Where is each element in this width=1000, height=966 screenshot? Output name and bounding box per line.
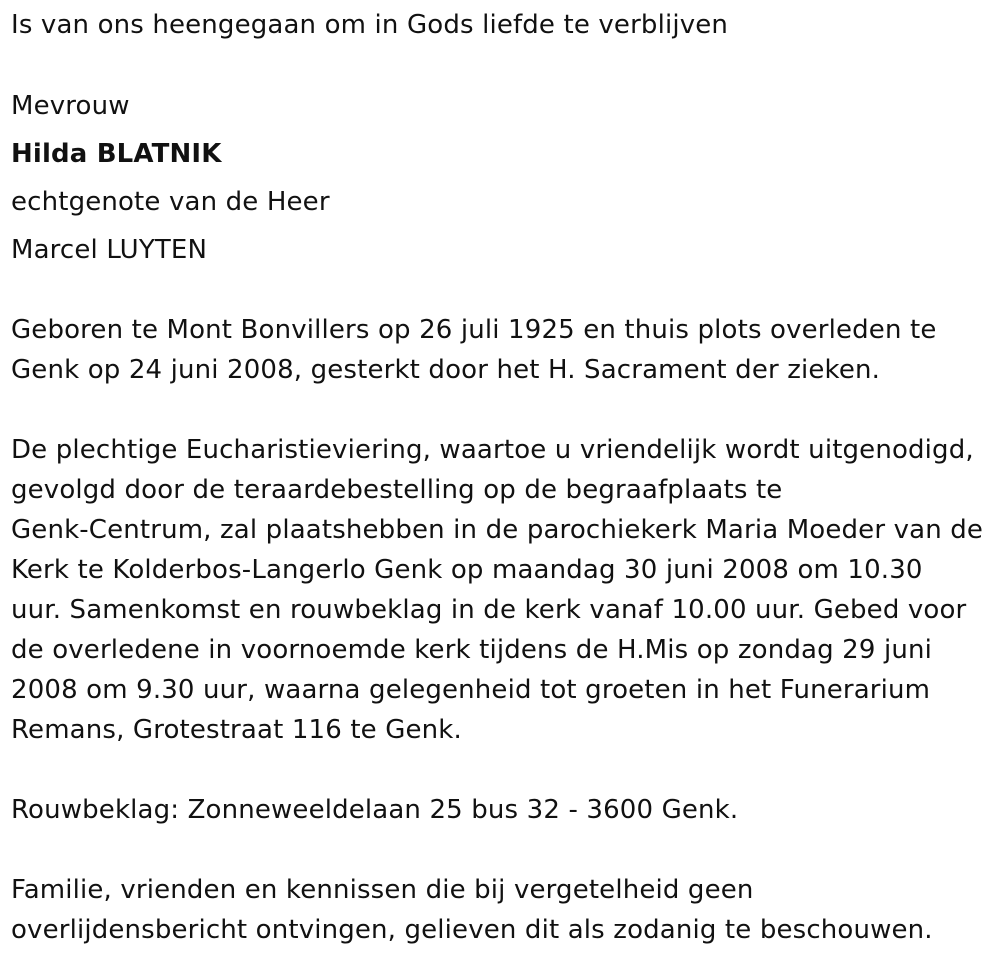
- paragraph-line: uur. Samenkomst en rouwbeklag in de kerk vanaf 10.00 uur. Gebed voor: [11, 595, 967, 625]
- spouse-name: Marcel LUYTEN: [11, 235, 208, 265]
- paragraph-line: Geboren te Mont Bonvillers op 26 juli 1925 en thuis plots overleden te: [11, 315, 937, 345]
- paragraph-line: gevolgd door de teraardebestelling op de begraafplaats te: [11, 475, 783, 505]
- paragraph-line: Genk-Centrum, zal plaatshebben in de parochiekerk Maria Moeder van de: [11, 515, 984, 545]
- paragraph-line: Genk op 24 juni 2008, gesterkt door het H. Sacrament der zieken.: [11, 355, 881, 385]
- honorific: Mevrouw: [11, 91, 130, 121]
- spouse-relation: echtgenote van de Heer: [11, 187, 330, 217]
- paragraph-line: overlijdensbericht ontvingen, gelieven dit als zodanig te beschouwen.: [11, 915, 933, 945]
- paragraph-line: Kerk te Kolderbos-Langerlo Genk op maandag 30 juni 2008 om 10.30: [11, 555, 923, 585]
- paragraph-line: de overledene in voornoemde kerk tijdens de H.Mis op zondag 29 juni: [11, 635, 932, 665]
- paragraph-line: Familie, vrienden en kennissen die bij vergetelheid geen: [11, 875, 754, 905]
- deceased-name: Hilda BLATNIK: [11, 139, 222, 169]
- intro-text: Is van ons heengegaan om in Gods liefde te verblijven: [11, 10, 729, 40]
- paragraph-line: 2008 om 9.30 uur, waarna gelegenheid tot groeten in het Funerarium: [11, 675, 931, 705]
- paragraph-line: De plechtige Eucharistieviering, waartoe u vriendelijk wordt uitgenodigd,: [11, 435, 974, 465]
- paragraph-line: Remans, Grotestraat 116 te Genk.: [11, 715, 462, 745]
- condolence-address: Rouwbeklag: Zonneweeldelaan 25 bus 32 - 3600 Genk.: [11, 795, 739, 825]
